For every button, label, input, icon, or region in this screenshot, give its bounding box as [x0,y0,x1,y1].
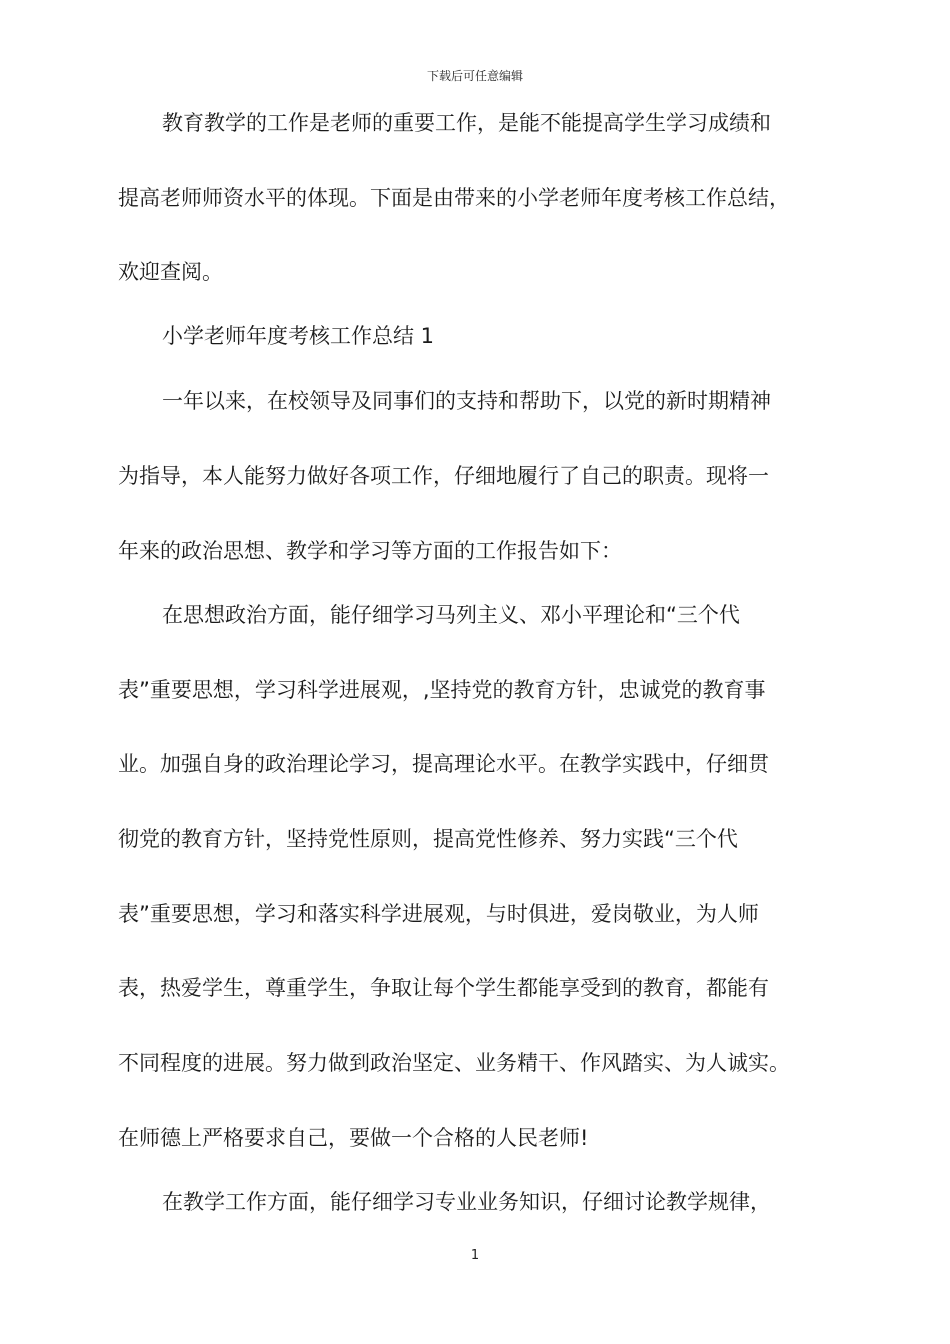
section-heading: 小学老师年度考核工作总结 1 [162,324,435,348]
paragraph-line: 表”重要思想，学习科学进展观，,坚持党的教育方针，忠诚党的教育事 [118,678,766,702]
paragraph-line: 在思想政治方面，能仔细学习马列主义、邓小平理论和“三个代 [162,603,740,627]
paragraph-line: 不同程度的进展。努力做到政治坚定、业务精干、作风踏实、为人诚实。 [118,1051,790,1075]
paragraph-line: 彻党的教育方针，坚持党性原则，提高党性修养、努力实践“三个代 [118,827,738,851]
paragraph-line: 年来的政治思想、教学和学习等方面的工作报告如下： [118,539,622,563]
paragraph-line: 表”重要思想，学习和落实科学进展观，与时俱进，爱岗敬业，为人师 [118,902,759,926]
paragraph-line: 表，热爱学生，尊重学生，争取让每个学生都能享受到的教育，都能有 [118,976,769,1000]
paragraph-line: 教育教学的工作是老师的重要工作，是能不能提高学生学习成绩和 [162,111,771,135]
paragraph-line: 一年以来，在校领导及同事们的支持和帮助下，以党的新时期精神 [162,389,771,413]
paragraph-line: 业。加强自身的政治理论学习，提高理论水平。在教学实践中，仔细贯 [118,752,769,776]
paragraph-line: 提高老师师资水平的体现。下面是由带来的小学老师年度考核工作总结， [118,186,790,210]
paragraph-line: 在师德上严格要求自己，要做一个合格的人民老师! [118,1126,589,1150]
paragraph-line: 为指导，本人能努力做好各项工作，仔细地履行了自己的职责。现将一 [118,464,769,488]
page-number: 1 [470,1248,480,1263]
page-header: 下载后可任意编辑 [426,69,523,83]
paragraph-line: 在教学工作方面，能仔细学习专业业务知识，仔细讨论教学规律， [162,1190,771,1214]
paragraph-line: 欢迎查阅。 [118,260,223,284]
